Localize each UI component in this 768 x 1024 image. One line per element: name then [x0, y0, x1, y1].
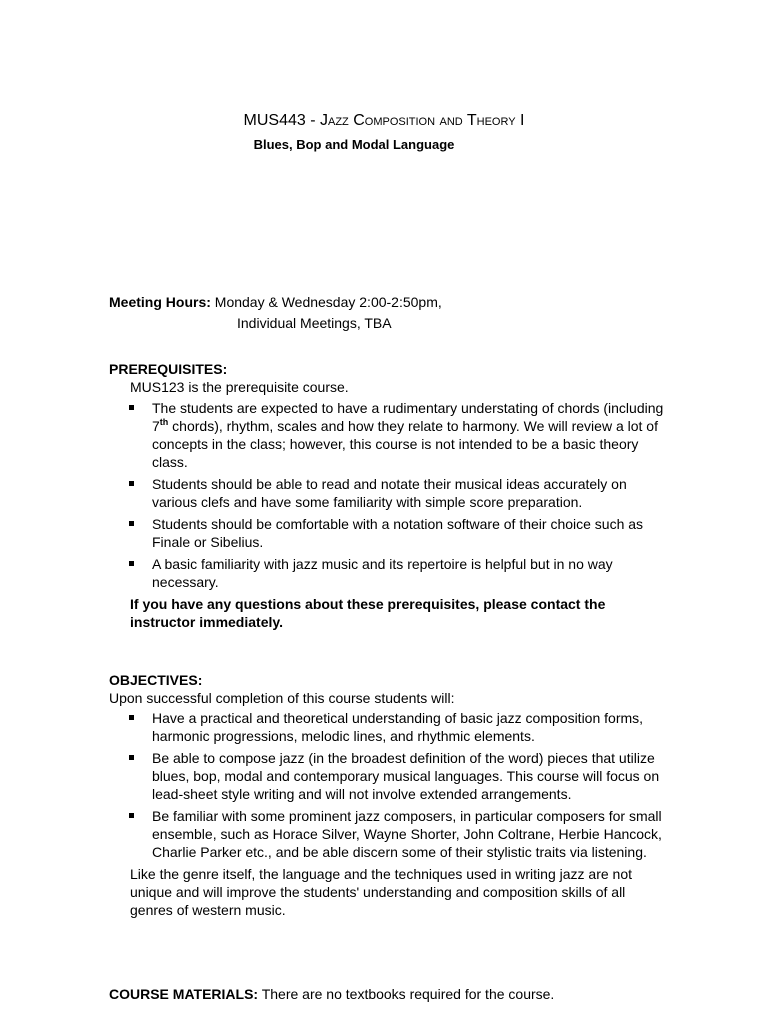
bullet-icon — [129, 813, 134, 818]
prerequisites-intro: MUS123 is the prerequisite course. — [130, 379, 349, 395]
course-code: MUS443 - — [243, 112, 320, 129]
bullet-icon — [129, 561, 134, 566]
prerequisites-section — [109, 360, 669, 631]
list-item: The students are expected to have a rudimentary understating of chords (including 7th chords), rhythm, scales and how they relate to harmony. We will review a lot of concepts in the class; however, this course is not intended to be a basic theory class. — [109, 399, 669, 471]
bullet-icon — [129, 481, 134, 486]
bullet-icon — [129, 405, 134, 410]
meeting-hours — [109, 293, 669, 332]
list-item: Students should be able to read and notate their musical ideas accurately on various clefs and have some familiarity with simple score preparation. — [109, 475, 669, 511]
bullet-icon — [129, 715, 134, 720]
list-item: Students should be comfortable with a notation software of their choice such as Finale or Sibelius. — [109, 515, 669, 551]
document-title — [0, 111, 768, 131]
objectives-list — [109, 709, 669, 861]
materials-text: There are no textbooks required for the course. — [258, 986, 555, 1002]
materials-label: COURSE MATERIALS: — [109, 986, 259, 1002]
prerequisites-heading: PREREQUISITES: — [109, 361, 228, 377]
superscript: th — [159, 417, 169, 427]
list-item: A basic familiarity with jazz music and its repertoire is helpful but in no way necessary. — [109, 555, 669, 591]
bullet-icon — [129, 521, 134, 526]
list-item: Have a practical and theoretical understanding of basic jazz composition forms, harmonic progressions, melodic lines, and rhythmic elements. — [109, 709, 669, 745]
bullet-icon — [129, 755, 134, 760]
course-materials — [109, 985, 669, 1003]
meeting-times: Monday & Wednesday 2:00-2:50pm, — [210, 294, 442, 310]
prerequisites-list — [109, 399, 669, 591]
objectives-intro: Upon successful completion of this course students will: — [109, 690, 455, 706]
list-item: Be able to compose jazz (in the broadest definition of the word) pieces that utilize blues, bop, modal and contemporary musical languages. This course will focus on lead-sheet style writing and will not involve extended arrangements. — [109, 749, 669, 803]
document-subtitle: Blues, Bop and Modal Language — [253, 137, 455, 152]
course-name: Jazz Composition and Theory I — [320, 112, 525, 129]
meeting-line-2: Individual Meetings, TBA — [237, 315, 392, 331]
objectives-closing: Like the genre itself, the language and the techniques used in writing jazz are not unique and will improve the students' understanding and composition skills of all genres of western music. — [130, 866, 632, 918]
meeting-label: Meeting Hours: — [109, 294, 211, 310]
objectives-section — [109, 671, 669, 919]
prerequisites-contact-note: If you have any questions about these prerequisites, please contact the instructor immediately. — [130, 596, 606, 630]
list-item: Be familiar with some prominent jazz composers, in particular composers for small ensemble, such as Horace Silver, Wayne Shorter, John Coltrane, Herbie Hancock, Charlie Parker etc., and be able discern some of their stylistic traits via listening. — [109, 807, 669, 861]
meeting-line-1 — [109, 293, 669, 311]
objectives-heading: OBJECTIVES: — [109, 672, 203, 688]
